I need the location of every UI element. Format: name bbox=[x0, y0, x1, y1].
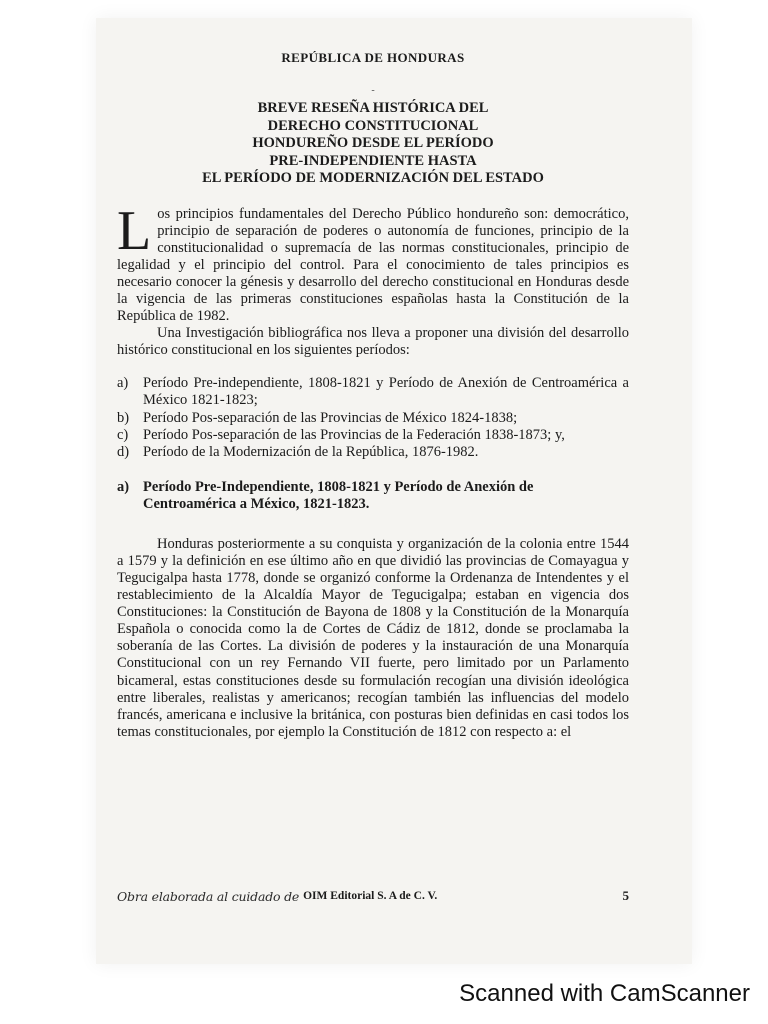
list-item bbox=[117, 410, 629, 427]
drop-cap: L bbox=[117, 199, 152, 262]
section-heading-text: Período Pre-Independiente, 1808-1821 y Período de Anexión de Centroamérica a México, 1821-1823. bbox=[143, 478, 534, 513]
list-marker: d) bbox=[117, 443, 130, 460]
chapter-title bbox=[117, 100, 629, 188]
paragraph: Honduras posteriormente a su conquista y organización de la colonia entre 1544 a 1579 y la definición en ese último año en que dividió las provincias de Comayagua y Tegucigalpa hasta 1778, donde se organizó conforme la Ordenanza de Intendentes y el restablecimiento de la Alcaldía Mayor de Tegucigalpa; estaban en vigencia dos Constituciones: la Constitución de Bayona de 1808 y la Constitución de la Monarquía Española o conocida como la de Cortes de Cádiz de 1812, donde se proclamaba la soberanía de las Cortes. La división de poderes y la instauración de una Monarquía Constitucional con un rey Fernando VII fuerte, pero limitado por un Parlamento bicameral, estas constituciones desde su formulación recogían una división ideológica entre liberales, realistas y americanos; recogían también las influencias del modelo francés, americana e inclusive la británica, con posturas bien definidas en casi todos los temas constitucionales, por ejemplo la Constitución de 1812 con respecto a: el bbox=[117, 535, 629, 740]
page-footer bbox=[117, 888, 629, 904]
paragraph: Una Investigación bibliográfica nos lleva a proponer una división del desarrollo histórico constitucional en los siguientes períodos: bbox=[117, 325, 629, 359]
intro-paragraph bbox=[117, 199, 629, 326]
document-page bbox=[117, 32, 629, 741]
page-number: 5 bbox=[622, 888, 629, 903]
periods-list bbox=[117, 375, 629, 460]
scanner-watermark: Scanned with CamScanner bbox=[459, 980, 750, 1007]
publisher-name: OIM Editorial S. A de C. V. bbox=[303, 890, 438, 902]
handwritten-credit: Obra elaborada al cuidado de bbox=[117, 888, 300, 904]
list-item-text: Período de la Modernización de la República, 1876-1982. bbox=[143, 443, 479, 460]
title-line: BREVE RESEÑA HISTÓRICA DEL bbox=[257, 100, 489, 116]
list-item-text: Período Pos-separación de las Provincias de la Federación 1838-1873; y, bbox=[143, 426, 565, 443]
section-marker: a) bbox=[117, 478, 130, 495]
list-marker: b) bbox=[117, 409, 130, 426]
title-line: HONDUREÑO DESDE EL PERÍODO bbox=[252, 135, 494, 151]
title-line: EL PERÍODO DE MODERNIZACIÓN DEL ESTADO bbox=[202, 170, 544, 186]
list-item bbox=[117, 444, 629, 461]
list-item bbox=[117, 375, 629, 409]
title-line: DERECHO CONSTITUCIONAL bbox=[267, 117, 479, 134]
list-marker: a) bbox=[117, 375, 129, 392]
title-line: PRE-INDEPENDIENTE HASTA bbox=[269, 152, 477, 169]
list-item bbox=[117, 427, 629, 444]
intro-text: os principios fundamentales del Derecho Público hondureño son: democrático, principio de separación de poderes o autonomía de funciones, principio de la constitucionalidad o supremacía de las normas constitucionales, principio de legalidad y el principio del control. Para el conocimiento de tales principios es necesario conocer la génesis y desarrollo del derecho constitucional en Honduras desde la vigencia de las primeras constituciones españolas hasta la Constitución de la República de 1982. bbox=[117, 205, 629, 325]
running-head: REPÚBLICA DE HONDURAS bbox=[281, 50, 465, 65]
separator-mark: - bbox=[371, 85, 375, 96]
list-item-text: Período Pre-independiente, 1808-1821 y Período de Anexión de Centroamérica a México 1821-1823; bbox=[143, 375, 629, 409]
list-marker: c) bbox=[117, 426, 129, 443]
section-heading bbox=[117, 479, 629, 514]
list-item-text: Período Pos-separación de las Provincias de México 1824-1838; bbox=[143, 409, 518, 426]
